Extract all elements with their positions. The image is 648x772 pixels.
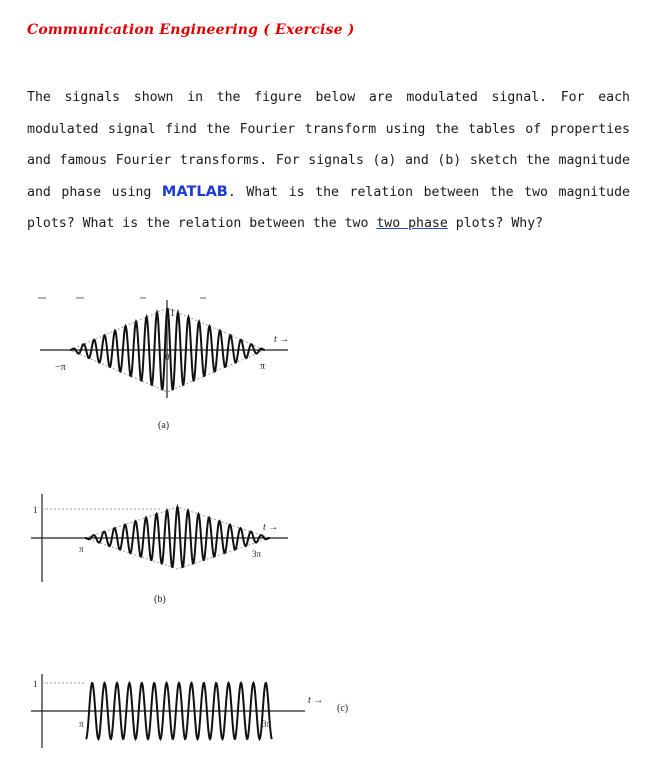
figure-a-caption: (a): [158, 420, 170, 431]
figure-c: [31, 674, 348, 748]
figure-a-peak-label: 1: [170, 308, 175, 319]
figure-c-right-tick: 3π: [262, 719, 272, 729]
problem-text-3: plots? Why?: [447, 216, 544, 231]
figure-a-origin-label: 0: [165, 352, 170, 362]
figure-b-left-tick: π: [79, 544, 84, 554]
figure-b-caption: (b): [154, 594, 166, 605]
figure-c-axis-label: t →: [308, 695, 324, 706]
figure-a-left-tick: −π: [55, 362, 66, 373]
figure-c-caption: (c): [337, 703, 349, 714]
problem-text-2: . What is the relation between the two magnitude plots? What is the relation between the two: [27, 184, 630, 231]
figure-b-peak-label: 1: [33, 505, 38, 515]
matlab-keyword: MATLAB: [161, 183, 228, 200]
page-title: Communication Engineering ( Exercise ): [27, 22, 355, 38]
figure-b-right-tick: 3π: [252, 549, 262, 559]
figure-b: [31, 494, 288, 605]
figure-c-peak-label: 1: [33, 679, 38, 689]
figure-b-axis-label: t →: [263, 522, 279, 533]
figure-a: [38, 298, 289, 431]
problem-text-1: The signals shown in the figure below are modulated signal. For each modulated signal find the Fourier transform using the tables of properties and famous Fourier transforms. For signals (a) and (b) sketch the magnitude and phase using: [27, 90, 630, 200]
two-phase-link[interactable]: two phase: [376, 216, 448, 231]
figure-a-right-tick: π: [260, 361, 266, 372]
figure-c-left-tick: π: [79, 719, 84, 729]
figure-a-axis-label: t →: [274, 334, 290, 345]
figure-b-waveform: [85, 507, 270, 567]
